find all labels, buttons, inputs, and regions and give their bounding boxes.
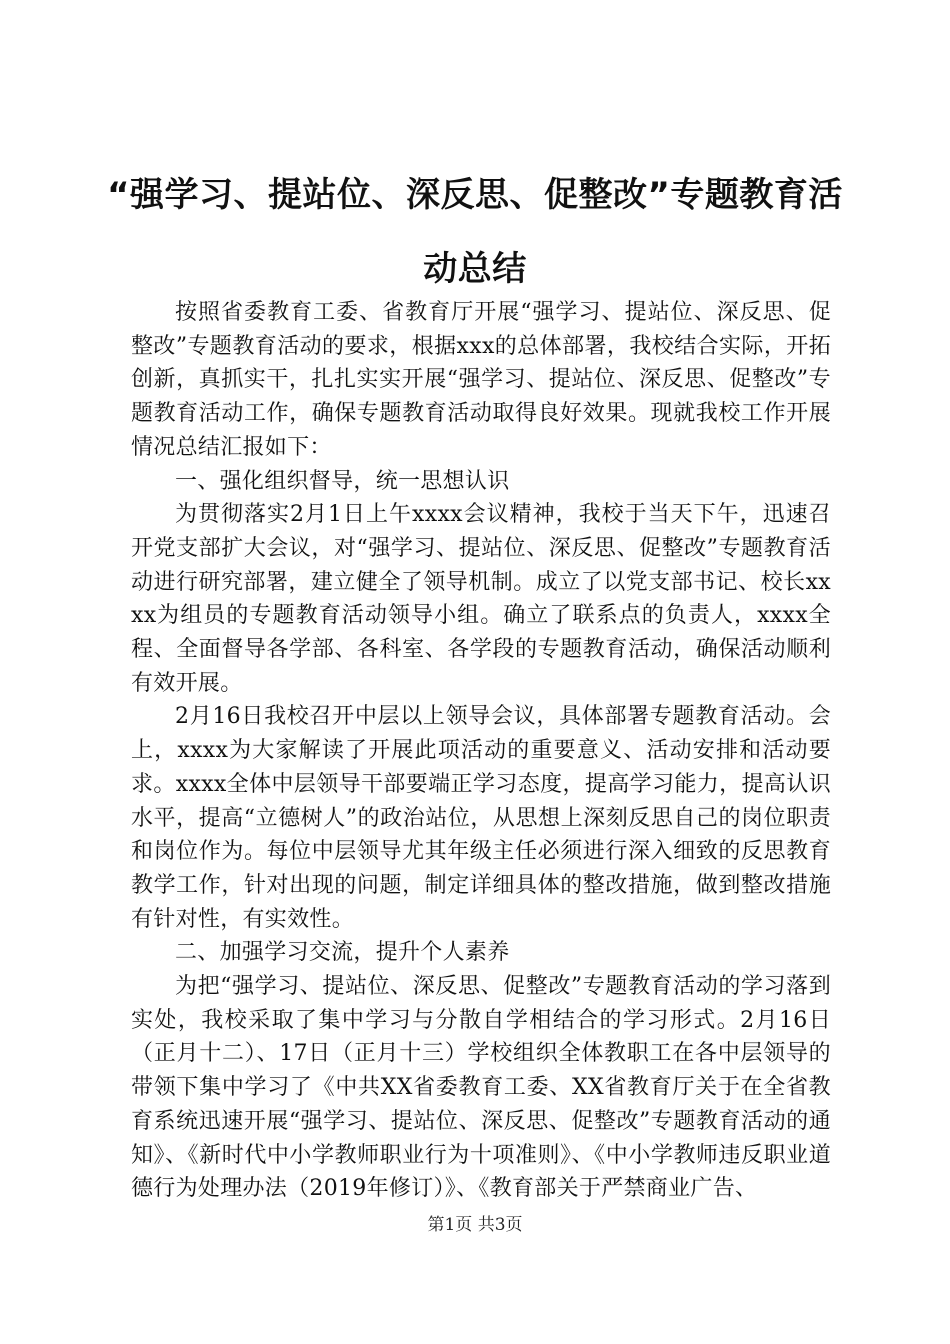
intro-paragraph: 按照省委教育工委、省教育厅开展“强学习、提站位、深反思、促整改”专题教育活动的要求，根据xxx的总体部署，我校结合实际，开拓创新，真抓实干，扎扎实实开展“强学习、提站位、深反思、促整改”专题教育活动工作，确保专题教育活动取得良好效果。现就我校工作开展情况总结汇报如下： [131,300,831,460]
document-body [131,296,831,1206]
document-title: “强学习、提站位、深反思、促整改”专题教育活动总结 [107,175,843,289]
body-paragraph: 为贯彻落实2月1日上午xxxx会议精神，我校于当天下午，迅速召开党支部扩大会议，对“强学习、提站位、深反思、促整改”专题教育活动进行研究部署，建立健全了领导机制。成立了以党支部书记、校长xxxx为组员的专题教育活动领导小组。确立了联系点的负责人，xxxx全程、全面督导各学部、各科室、各学段的专题教育活动，确保活动顺利有效开展。 [131,502,831,696]
section-heading-1: 一、强化组织督导，统一思想认识 [175,468,510,494]
body-paragraph: 为把“强学习、提站位、深反思、促整改”专题教育活动的学习落到实处，我校采取了集中学习与分散自学相结合的学习形式。2月16日（正月十二）、17日（正月十三）学校组织全体教职工在各中层领导的带领下集中学习了《中共XX省委教育工委、XX省教育厅关于在全省教育系统迅速开展“强学习、提站位、深反思、促整改”专题教育活动的通知》、《新时代中小学教师职业行为十项准则》、《中小学教师违反职业道德行为处理办法（2019年修订）》、《教育部关于严禁商业广告、 [131,974,831,1202]
section-heading-2: 二、加强学习交流，提升个人素养 [175,940,510,966]
body-paragraph: 2月16日我校召开中层以上领导会议，具体部署专题教育活动。会上，xxxx为大家解读了开展此项活动的重要意义、活动安排和活动要求。xxxx全体中层领导干部要端正学习态度，提高学习能力，提高认识水平，提高“立德树人”的政治站位，从思想上深刻反思自己的岗位职责和岗位作为。每位中层领导尤其年级主任必须进行深入细致的反思教育教学工作，针对出现的问题，制定详细具体的整改措施，做到整改措施有针对性，有实效性。 [131,704,831,932]
page-number-footer: 第1页 共3页 [427,1215,523,1235]
